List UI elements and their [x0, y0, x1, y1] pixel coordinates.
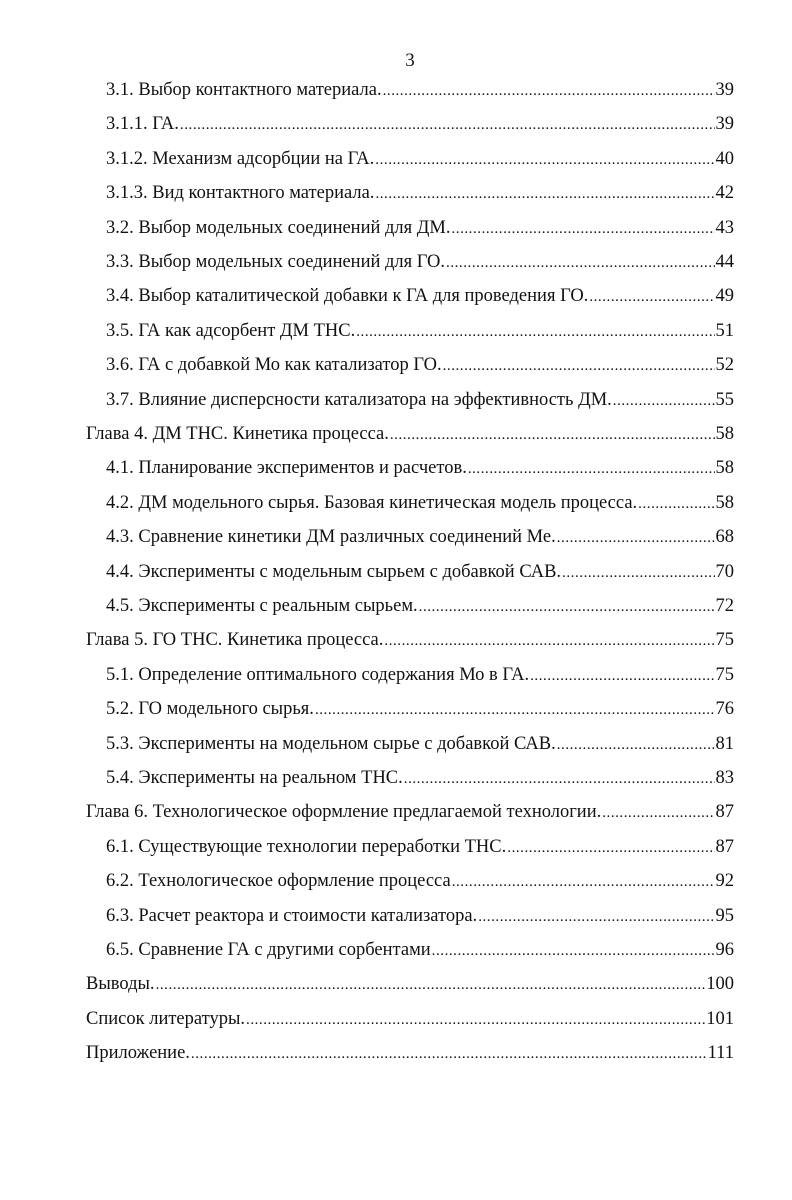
toc-entry-title: 3.4. Выбор каталитической добавки к ГА для проведения ГО. — [106, 286, 589, 307]
toc-entry-page: 100 — [706, 974, 734, 995]
toc-entry — [106, 321, 734, 351]
toc-entry-page: 83 — [715, 768, 734, 788]
toc-entry-title: Приложение. — [86, 1043, 190, 1064]
page-number: 3 — [405, 50, 415, 71]
toc-entry — [86, 974, 734, 1004]
toc-entry-page: 42 — [715, 183, 734, 204]
dot-leader — [419, 599, 715, 616]
toc-entry — [106, 390, 734, 420]
dot-leader — [246, 1012, 705, 1029]
toc-entry — [86, 802, 734, 832]
toc-entry-title: 5.3. Эксперименты на модельном сырье с добавкой САВ. — [106, 733, 556, 754]
toc-entry-title: 5.4. Эксперименты на реальном ТНС. — [106, 768, 403, 788]
toc-entry-page: 39 — [715, 114, 734, 135]
toc-entry — [106, 80, 734, 110]
toc-entry-title: 4.3. Сравнение кинетики ДМ различных соединений Ме. — [106, 527, 556, 548]
dot-leader — [383, 83, 715, 100]
toc-entry-title: Выводы. — [86, 974, 155, 995]
toc-entry-page: 81 — [715, 733, 734, 754]
toc-entry-page: 44 — [715, 252, 734, 272]
dot-leader — [446, 255, 714, 272]
dot-leader — [602, 805, 714, 822]
toc-entry-title: Глава 5. ГО ТНС. Кинетика процесса. — [86, 630, 384, 651]
toc-entry-title: 5.1. Определение оптимального содержания Мо в ГА. — [106, 664, 530, 685]
toc-entry-page: 92 — [715, 871, 734, 892]
toc-entry-page: 55 — [715, 389, 734, 410]
toc-entry — [86, 424, 734, 454]
toc-entry-title: 6.3. Расчет реактора и стоимости катализатора. — [106, 905, 478, 926]
dot-leader — [451, 221, 714, 238]
dot-leader — [443, 358, 715, 375]
dot-leader — [638, 496, 714, 513]
dot-leader — [507, 840, 714, 857]
toc-entry-title: 6.5. Сравнение ГА с другими сорбентами — [106, 940, 431, 960]
toc-entry-title: 5.2. ГО модельного сырья. — [106, 699, 314, 720]
toc-entry-page: 49 — [715, 286, 734, 307]
dot-leader — [156, 977, 706, 994]
dot-leader — [384, 633, 714, 650]
toc-entry-title: 6.2. Технологическое оформление процесса — [106, 871, 451, 892]
dot-leader — [191, 1046, 707, 1063]
toc-entry-page: 68 — [715, 527, 734, 548]
toc-entry — [106, 252, 734, 282]
toc-entry-page: 52 — [715, 355, 734, 376]
toc-entry-page: 95 — [715, 905, 734, 926]
toc-entry-title: 3.1.1. ГА. — [106, 114, 179, 135]
dot-leader — [562, 565, 714, 582]
toc-entry-title: 3.1.2. Механизм адсорбции на ГА. — [106, 148, 375, 169]
toc-entry — [106, 458, 734, 488]
toc-entry-title: 3.2. Выбор модельных соединений для ДМ. — [106, 217, 451, 238]
toc-entry-page: 39 — [715, 80, 734, 100]
dot-leader — [478, 909, 714, 926]
toc-entry — [86, 630, 734, 660]
toc-entry-page: 70 — [715, 561, 734, 582]
toc-entry-title: 4.1. Планирование экспериментов и расчетов. — [106, 458, 467, 479]
toc-entry-title: 3.5. ГА как адсорбент ДМ ТНС. — [106, 320, 356, 341]
toc-entry-title: Список литературы. — [86, 1008, 246, 1029]
toc-entry — [106, 940, 734, 970]
toc-entry-title: 4.5. Эксперименты с реальным сырьем. — [106, 596, 418, 616]
toc-entry — [106, 149, 734, 179]
toc-entry — [106, 906, 734, 936]
toc-entry-title: 3.7. Влияние дисперсности катализатора на эффективность ДМ. — [106, 389, 612, 410]
toc-entry-page: 58 — [715, 458, 734, 479]
toc-entry-page: 87 — [715, 802, 734, 823]
dot-leader — [375, 186, 714, 203]
toc-entry — [106, 286, 734, 316]
toc-entry — [106, 837, 734, 867]
toc-entry-title: 6.1. Существующие технологии переработки ТНС. — [106, 836, 507, 857]
toc-entry — [106, 183, 734, 213]
toc-entry-title: Глава 4. ДМ ТНС. Кинетика процесса. — [86, 424, 389, 444]
toc-entry-title: 3.1. Выбор контактного материала. — [106, 80, 382, 100]
toc-entry-page: 76 — [715, 699, 734, 720]
toc-entry-page: 58 — [715, 492, 734, 513]
toc-entry — [106, 527, 734, 557]
toc-entry — [86, 1009, 734, 1039]
dot-leader — [375, 152, 714, 169]
toc-entry-page: 96 — [715, 940, 734, 960]
toc-entry — [106, 562, 734, 592]
toc-entry — [106, 596, 734, 626]
toc-entry — [106, 493, 734, 523]
toc-entry-page: 72 — [715, 596, 734, 616]
toc-entry-page: 58 — [715, 424, 734, 444]
toc-entry — [106, 699, 734, 729]
toc-entry — [106, 768, 734, 798]
dot-leader — [589, 289, 714, 306]
toc-entry-title: 3.1.3. Вид контактного материала. — [106, 183, 375, 204]
dot-leader — [530, 668, 714, 685]
toc-entry-page: 101 — [706, 1008, 734, 1029]
toc-entry — [106, 218, 734, 248]
dot-leader — [432, 943, 715, 960]
toc-entry-title: 3.3. Выбор модельных соединений для ГО. — [106, 252, 446, 272]
toc-entry — [86, 1043, 734, 1073]
toc-entry-page: 43 — [715, 217, 734, 238]
dot-leader — [452, 874, 715, 891]
dot-leader — [557, 530, 715, 547]
toc-entry-page: 40 — [715, 148, 734, 169]
dot-leader — [613, 393, 715, 410]
toc-entry-title: 4.2. ДМ модельного сырья. Базовая кинетическая модель процесса. — [106, 492, 638, 513]
toc-entry — [106, 665, 734, 695]
dot-leader — [404, 771, 715, 788]
dot-leader — [468, 461, 715, 478]
dot-leader — [315, 702, 715, 719]
dot-leader — [180, 117, 715, 134]
toc-entry-title: 4.4. Эксперименты с модельным сырьем с добавкой САВ. — [106, 561, 562, 582]
dot-leader — [356, 324, 714, 341]
dot-leader — [557, 737, 715, 754]
dot-leader — [390, 427, 715, 444]
toc-entry-page: 51 — [715, 320, 734, 341]
toc-entry-title: Глава 6. Технологическое оформление предлагаемой технологии. — [86, 802, 602, 823]
toc-entry-page: 111 — [707, 1043, 734, 1064]
toc-entry-page: 75 — [715, 664, 734, 685]
toc-entry — [106, 114, 734, 144]
toc-entry — [106, 871, 734, 901]
toc-entry-title: 3.6. ГА с добавкой Мо как катализатор ГО. — [106, 355, 442, 376]
toc-entry-page: 87 — [715, 836, 734, 857]
toc-entry — [106, 734, 734, 764]
toc-entry — [106, 355, 734, 385]
toc-entry-page: 75 — [715, 630, 734, 651]
